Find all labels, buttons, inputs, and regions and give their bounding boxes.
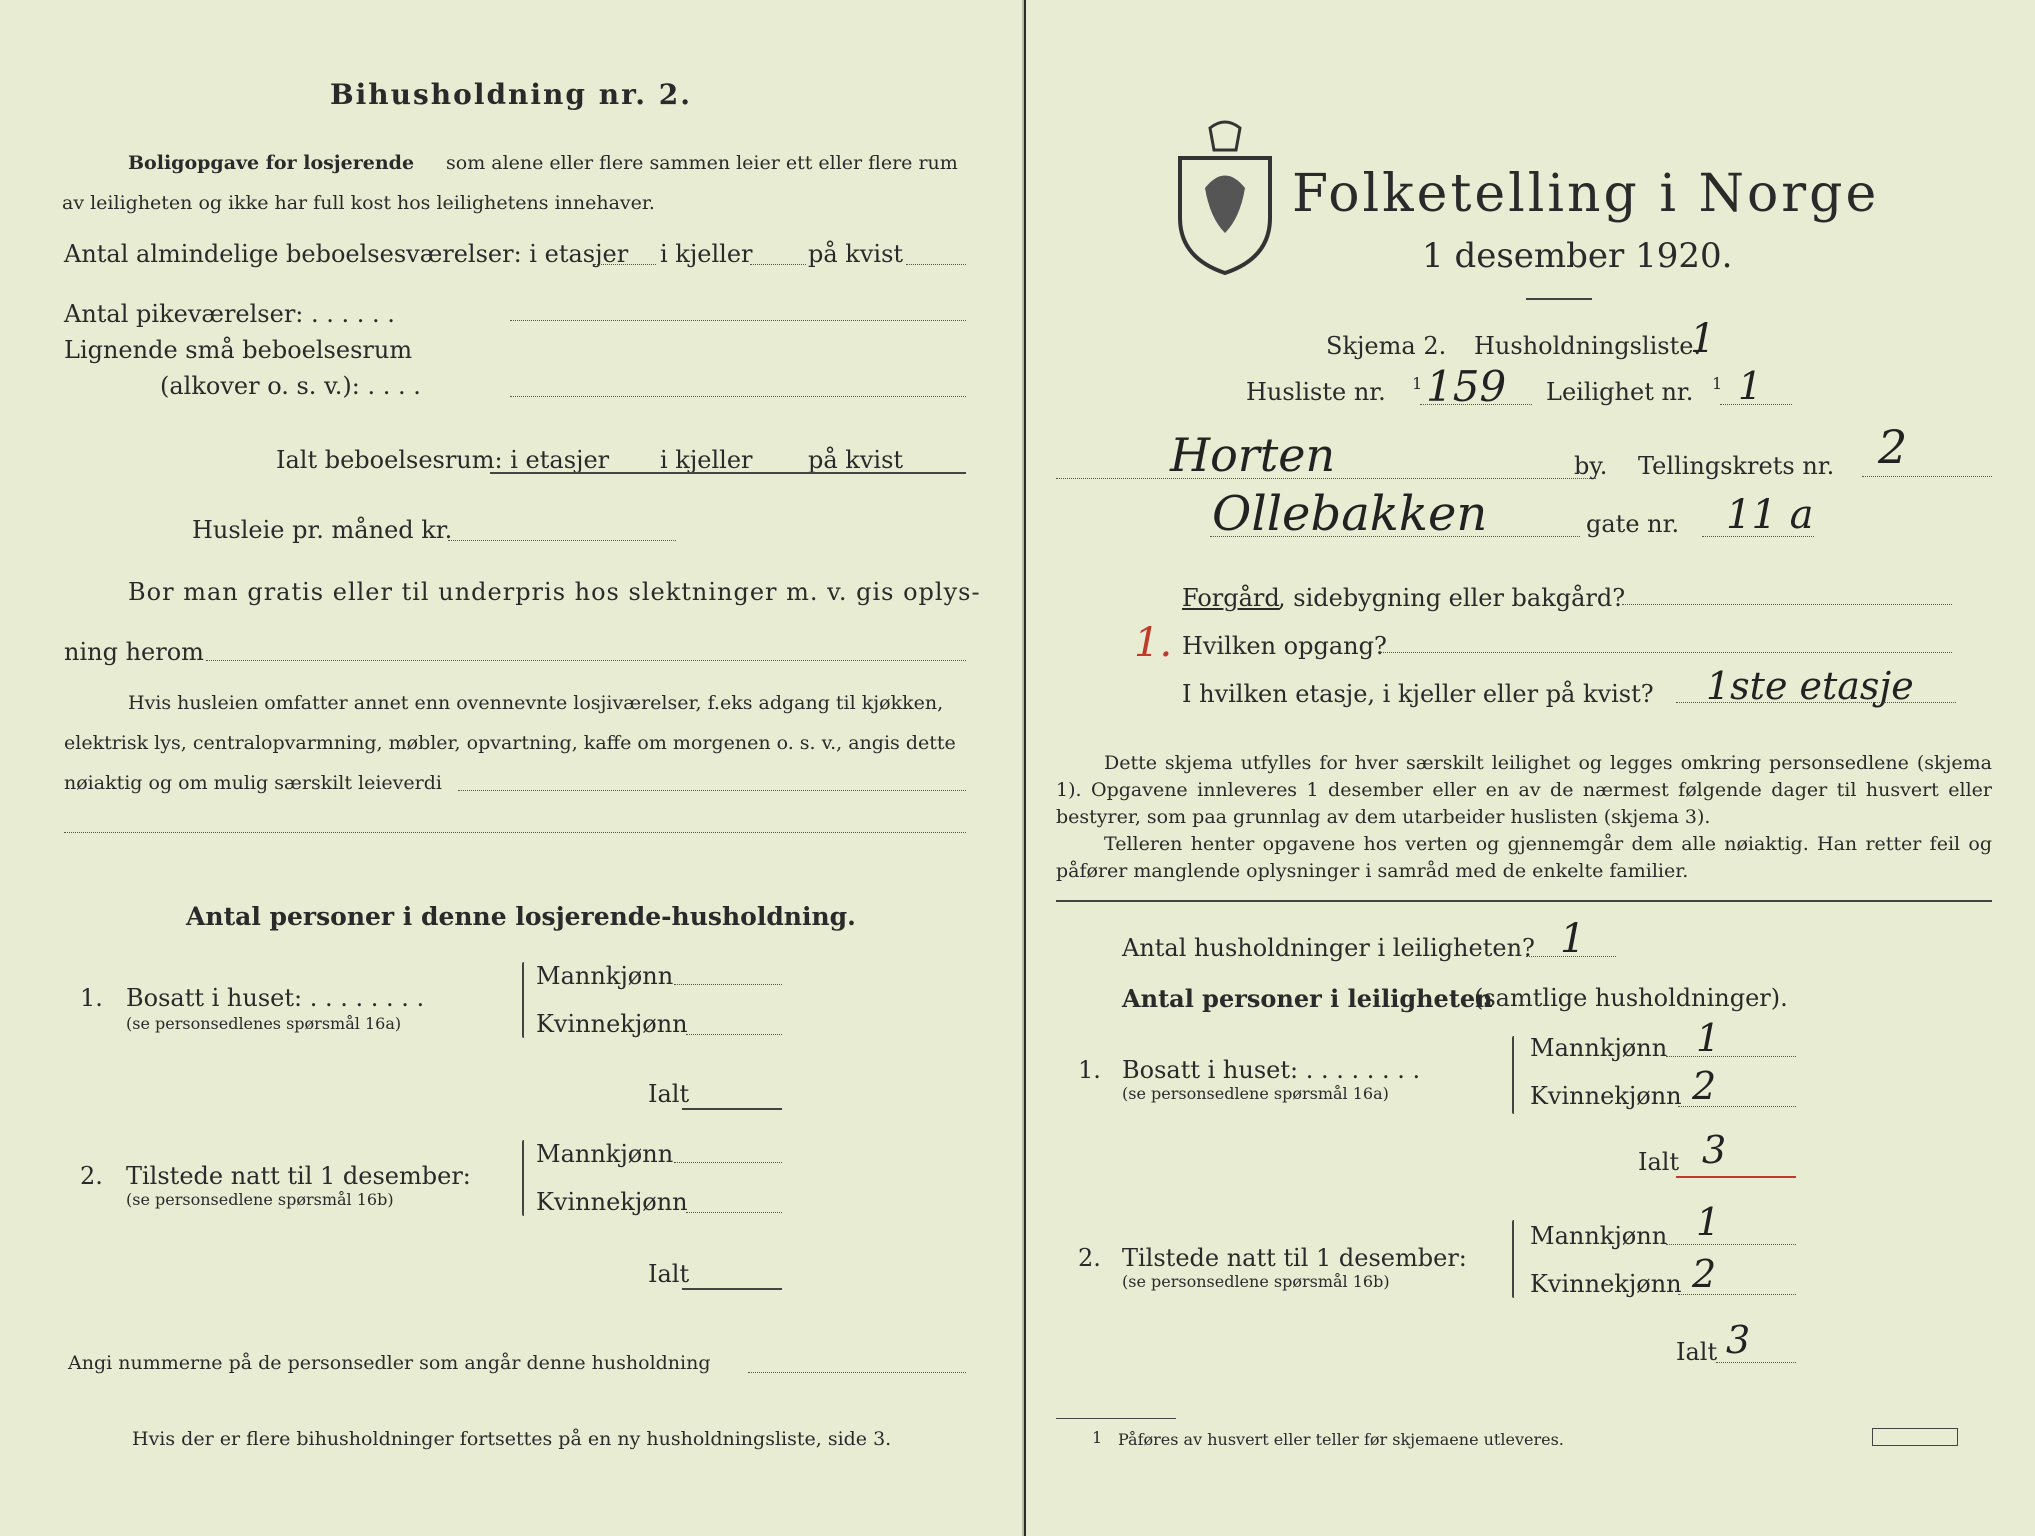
pike-label: Antal pikeværelser: . . . . . . (64, 300, 395, 328)
left-q2-brace (522, 1140, 524, 1216)
angi-label: Angi nummerne på de personsedler som angår denne husholdning (68, 1352, 711, 1374)
opgang-label: Hvilken opgang? (1182, 632, 1387, 660)
left-q1-num: 1. (80, 984, 103, 1012)
left-q1-ialt-line (682, 1108, 782, 1110)
antal-hush-label: Antal husholdninger i leiligheten? (1122, 934, 1535, 962)
coat-of-arms-icon (1170, 118, 1280, 278)
gate-value: 11 a (1726, 492, 1814, 538)
footnote-text: Påføres av husvert eller teller før skjemaene utleveres. (1118, 1430, 1564, 1449)
bihusholdning-title: Bihusholdning nr. 2. (330, 78, 692, 111)
bor-line-2: ning herom (64, 638, 204, 666)
left-q1-sub: (se personsedlenes spørsmål 16a) (126, 1014, 402, 1033)
husliste-label: Husliste nr. (1246, 378, 1386, 406)
right-q1-mann-line (1666, 1056, 1796, 1057)
right-q1-brace (1512, 1036, 1514, 1114)
forgard-rest: , sidebygning eller bakgård? (1278, 584, 1626, 612)
antal-pers-bold: Antal personer i leiligheten (1122, 984, 1493, 1013)
right-q1-label: Bosatt i huset: . . . . . . . . (1122, 1056, 1421, 1084)
right-q2-num: 2. (1078, 1244, 1101, 1272)
pike-line (510, 320, 966, 321)
ialt-rooms-kvist: på kvist (808, 446, 904, 474)
right-q2-mann-value: 1 (1696, 1200, 1721, 1244)
right-q2-sub: (se personsedlene spørsmål 16b) (1122, 1272, 1390, 1291)
rooms-kvist-line (906, 264, 966, 265)
lignende-label-1: Lignende små beboelsesrum (64, 336, 413, 364)
right-page (1026, 0, 2035, 1536)
left-q1-mann-line (674, 984, 782, 985)
left-q2-sub: (se personsedlene spørsmål 16b) (126, 1190, 394, 1209)
footnote-num: 1 (1092, 1428, 1103, 1447)
leilighet-line (1720, 404, 1792, 405)
ialt-rooms-label: Ialt beboelsesrum: i etasjer (276, 446, 610, 474)
leilighet-sup: 1 (1712, 374, 1723, 393)
right-q1-mann-value: 1 (1696, 1016, 1721, 1060)
left-q2-ialt-line (682, 1288, 782, 1290)
husliste-line (1420, 404, 1532, 405)
rooms-kvist: på kvist (808, 240, 904, 268)
census-date: 1 desember 1920. (1422, 236, 1733, 276)
gate-line (1702, 536, 1814, 537)
left-q2-mann-line (674, 1162, 782, 1163)
by-label: by. (1574, 452, 1608, 480)
antal-hush-line (1526, 956, 1616, 957)
hvis-line-a (458, 790, 966, 791)
bor-line-1: Bor man gratis eller til underpris hos slektninger m. v. gis oplys- (128, 578, 981, 606)
right-q2-ialt-value: 3 (1726, 1318, 1751, 1362)
opgang-line (1380, 652, 1952, 653)
leilighet-value: 1 (1738, 364, 1763, 408)
ialt-rooms-line (490, 472, 966, 474)
antal-pers-rest: (samtlige husholdninger). (1474, 984, 1788, 1012)
intro-bold: Boligopgave for losjerende (128, 152, 415, 174)
antal-heading-left: Antal personer i denne losjerende-husholdning. (186, 902, 856, 931)
left-q1-mann: Mannkjønn (536, 962, 674, 990)
rooms-etasjer-line (594, 264, 656, 265)
left-q1-kvinne: Kvinnekjønn (536, 1010, 688, 1038)
right-q1-ialt: Ialt (1638, 1148, 1680, 1176)
gate-label: gate nr. (1586, 510, 1680, 538)
hvis-line-3: nøiaktig og om mulig særskilt leieverdi (64, 772, 442, 794)
left-q1-ialt: Ialt (648, 1080, 690, 1108)
left-footer: Hvis der er flere bihusholdninger fortsettes på en ny husholdningsliste, side 3. (132, 1428, 892, 1450)
intro-rest-2: av leiligheten og ikke har full kost hos leilighetens innehaver. (62, 192, 655, 214)
antal-hush-value: 1 (1560, 916, 1586, 962)
title-rule (1526, 298, 1592, 300)
right-q2-kvinne-value: 2 (1692, 1252, 1717, 1296)
husholdningsliste-value: 1 (1690, 316, 1716, 362)
right-q1-kvinne-value: 2 (1692, 1064, 1717, 1108)
right-q2-ialt: Ialt (1676, 1338, 1718, 1366)
rooms-kjeller: i kjeller (660, 240, 753, 268)
right-q2-kvinne-line (1678, 1294, 1796, 1295)
rooms-label: Antal almindelige beboelsesværelser: i etasjer (64, 240, 629, 268)
left-q2-mann: Mannkjønn (536, 1140, 674, 1168)
tellingskrets-label: Tellingskrets nr. (1638, 452, 1835, 480)
left-q1-brace (522, 962, 524, 1038)
husleie-line (448, 540, 676, 541)
footnote-rule (1056, 1418, 1176, 1419)
hvis-line-1: Hvis husleien omfatter annet enn ovennevnte losjiværelser, f.eks adgang til kjøkken, (128, 692, 944, 714)
left-q2-label: Tilstede natt til 1 desember: (126, 1162, 471, 1190)
lignende-line (510, 396, 966, 397)
street-value: Ollebakken (1212, 486, 1488, 542)
husholdningsliste-label: Husholdningsliste. (1474, 332, 1702, 360)
skjema-label: Skjema 2. (1326, 332, 1447, 360)
instructions-2: Telleren henter opgavene hos verten og gjennemgår dem alle nøiaktig. Han retter feil og påfører manglende oplysninger i samråd med de enkelte familier. (1056, 833, 1992, 882)
rooms-kjeller-line (750, 264, 806, 265)
left-q2-ialt: Ialt (648, 1260, 690, 1288)
right-q1-ialt-value: 3 (1702, 1128, 1727, 1172)
right-q2-kvinne: Kvinnekjønn (1530, 1270, 1682, 1298)
right-q2-mann-line (1666, 1244, 1796, 1245)
right-q1-num: 1. (1078, 1056, 1101, 1084)
left-q1-label: Bosatt i huset: . . . . . . . . (126, 984, 425, 1012)
right-q2-mann: Mannkjønn (1530, 1222, 1668, 1250)
printer-stamp (1872, 1428, 1958, 1446)
bor-line (206, 660, 966, 661)
hvis-line-b (64, 832, 966, 833)
right-q1-kvinne-line (1678, 1106, 1796, 1107)
etasje-label: I hvilken etasje, i kjeller eller på kvist? (1182, 680, 1654, 708)
city-value: Horten (1170, 428, 1336, 482)
left-q2-kvinne: Kvinnekjønn (536, 1188, 688, 1216)
right-q1-ialt-line (1676, 1176, 1796, 1178)
city-line (1056, 478, 1596, 479)
left-q1-kvinne-line (686, 1034, 782, 1035)
instructions-1: Dette skjema utfylles for hver særskilt leilighet og legges omkring personsedlene (skjema 1). Opgavene innleveres 1 desember eller en av de nærmest følgende dager til husvert eller bestyrer, som paa grunnlag av dem utarbeider huslisten (skjema 3). (1056, 752, 1992, 828)
forgard-line (1622, 604, 1952, 605)
left-q2-kvinne-line (686, 1212, 782, 1213)
etasje-value: 1ste etasje (1706, 664, 1914, 708)
instructions-rule (1056, 900, 1992, 902)
street-line (1210, 536, 1580, 537)
husliste-value: 159 (1426, 362, 1507, 411)
ialt-rooms-kjeller: i kjeller (660, 446, 753, 474)
left-q2-num: 2. (80, 1162, 103, 1190)
intro-rest-1: som alene eller flere sammen leier ett eller flere rum (446, 152, 958, 174)
tellingskrets-line (1862, 476, 1992, 477)
right-q2-label: Tilstede natt til 1 desember: (1122, 1244, 1467, 1272)
angi-line (748, 1372, 966, 1373)
right-q1-sub: (se personsedlene spørsmål 16a) (1122, 1084, 1389, 1103)
right-q2-brace (1512, 1220, 1514, 1298)
right-q1-kvinne: Kvinnekjønn (1530, 1082, 1682, 1110)
forgard-label: Forgård (1182, 584, 1280, 612)
census-title: Folketelling i Norge (1292, 164, 1880, 224)
etasje-line (1676, 702, 1956, 703)
husleie-label: Husleie pr. måned kr. (192, 516, 453, 544)
right-q1-mann: Mannkjønn (1530, 1034, 1668, 1062)
lignende-label-2: (alkover o. s. v.): . . . . (160, 372, 421, 400)
tellingskrets-value: 2 (1878, 420, 1908, 474)
hvis-line-2: elektrisk lys, centralopvarmning, møbler, opvartning, kaffe om morgenen o. s. v., angis dette (64, 732, 956, 754)
opgang-mark: 1. (1134, 620, 1173, 666)
husliste-sup: 1 (1412, 374, 1423, 393)
leilighet-label: Leilighet nr. (1546, 378, 1694, 406)
right-q2-ialt-line (1716, 1362, 1796, 1363)
